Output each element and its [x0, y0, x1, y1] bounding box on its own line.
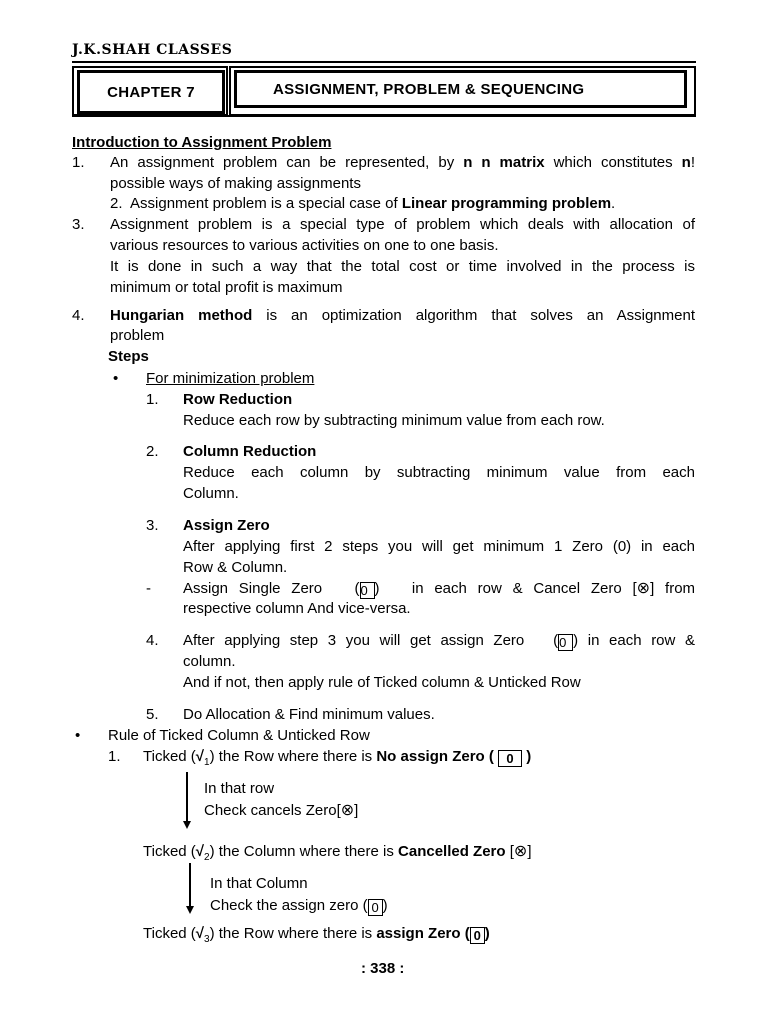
- rule-1-line: Ticked $(√_1)$ the Row where there is No assign Zero ( 0 ): [143, 748, 532, 768]
- step-3-line-2: Row & Column.: [183, 559, 288, 576]
- assign-zero-box: 0: [368, 899, 383, 916]
- dash-line-2: respective column And vice-versa.: [183, 600, 411, 617]
- item-2: 2. Assignment problem is a special case of Linear programming problem.: [110, 195, 616, 212]
- step-2-number: 2.: [146, 443, 159, 460]
- step-4-number: 4.: [146, 632, 159, 649]
- item-3-line-3: It is done in such a way that the total cost or time involved in the process is: [110, 258, 695, 275]
- flow-1-line-1: In that row: [204, 780, 275, 797]
- step-3-number: 3.: [146, 517, 159, 534]
- step-4-line-1: After applying step 3 you will get assign Zero (0 ) in each row &: [183, 632, 695, 650]
- flow-1-line-2: Check cancels Zero[⊗]: [204, 802, 359, 819]
- step-5-text: Do Allocation & Find minimum values.: [183, 706, 435, 723]
- flow-arrow-1-shaft: [186, 772, 188, 822]
- assign-zero-box: 0: [498, 750, 522, 767]
- flow-arrow-2-head: [186, 906, 194, 914]
- step-2-line-1: Reduce each column by subtracting minimum value from each: [183, 464, 695, 481]
- step-1-title: Row Reduction: [183, 391, 293, 408]
- chapter-label: CHAPTER 7: [77, 70, 225, 114]
- step-4-line-3: And if not, then apply rule of Ticked column & Unticked Row: [183, 674, 581, 691]
- section-heading: Introduction to Assignment Problem: [72, 134, 332, 151]
- header-rule-top: [72, 61, 696, 63]
- cancel-zero-icon: ⊗: [340, 802, 355, 819]
- step-1-text: Reduce each row by subtracting minimum value from each row.: [183, 412, 605, 429]
- item-3-line-2: various resources to various activities on one to one basis.: [110, 237, 499, 254]
- flow-2-line-1: In that Column: [210, 875, 308, 892]
- assign-zero-box: 0: [558, 634, 573, 651]
- brand-name: J.K.SHAH CLASSES: [72, 42, 233, 58]
- item-1-line-2: possible ways of making assignments: [110, 175, 361, 192]
- flow-2-line-2: Check the assign zero ( 0 ): [210, 897, 388, 915]
- cancel-zero-icon: ⊗: [513, 843, 528, 860]
- step-2-line-2: Column.: [183, 485, 239, 502]
- step-5-number: 5.: [146, 706, 159, 723]
- item-4-line-2: problem: [110, 327, 165, 344]
- item-4-number: 4.: [72, 307, 85, 324]
- bullet-rule: •: [75, 727, 81, 744]
- ticked-2-line: Ticked $(√_2)$ the Column where there is Cancelled Zero [⊗]: [143, 843, 532, 863]
- item-4-line-1: Hungarian method is an optimization algorithm that solves an Assignment: [110, 307, 695, 324]
- flow-arrow-1-head: [183, 821, 191, 829]
- step-3-line-1: After applying first 2 steps you will get minimum 1 Zero (0) in each: [183, 538, 695, 555]
- step-3-title: Assign Zero: [183, 517, 270, 534]
- cancel-zero-icon: ⊗: [636, 580, 651, 597]
- assign-zero-box: 0: [360, 582, 375, 599]
- page-number: : 338 :: [361, 960, 405, 977]
- step-2-title: Column Reduction: [183, 443, 317, 460]
- chapter-title: ASSIGNMENT, PROBLEM & SEQUENCING: [234, 70, 687, 108]
- item-3-line-4: minimum or total profit is maximum: [110, 279, 343, 296]
- bullet-minimization: •: [113, 370, 119, 387]
- step-1-number: 1.: [146, 391, 159, 408]
- step-4-line-2: column.: [183, 653, 236, 670]
- rule-heading: Rule of Ticked Column & Unticked Row: [108, 727, 370, 744]
- item-1-number: 1.: [72, 154, 85, 171]
- flow-arrow-2-shaft: [189, 863, 191, 906]
- item-1-line-1: An assignment problem can be represented, by n n matrix which constitutes n!: [110, 154, 696, 171]
- steps-label: Steps: [108, 348, 149, 365]
- item-3-line-1: Assignment problem is a special type of problem which deals with allocation of: [110, 216, 695, 233]
- item-3-number: 3.: [72, 216, 85, 233]
- ticked-3-line: Ticked $(√_3)$ the Row where there is assign Zero ( 0 ): [143, 925, 490, 945]
- dash-marker: -: [146, 580, 151, 597]
- rule-1-number: 1.: [108, 748, 121, 765]
- dash-line-1: Assign Single Zero (0 ) in each row & Cancel Zero [⊗] from: [183, 580, 696, 598]
- assign-zero-box: 0: [470, 927, 485, 944]
- minimization-heading: For minimization problem: [146, 370, 315, 387]
